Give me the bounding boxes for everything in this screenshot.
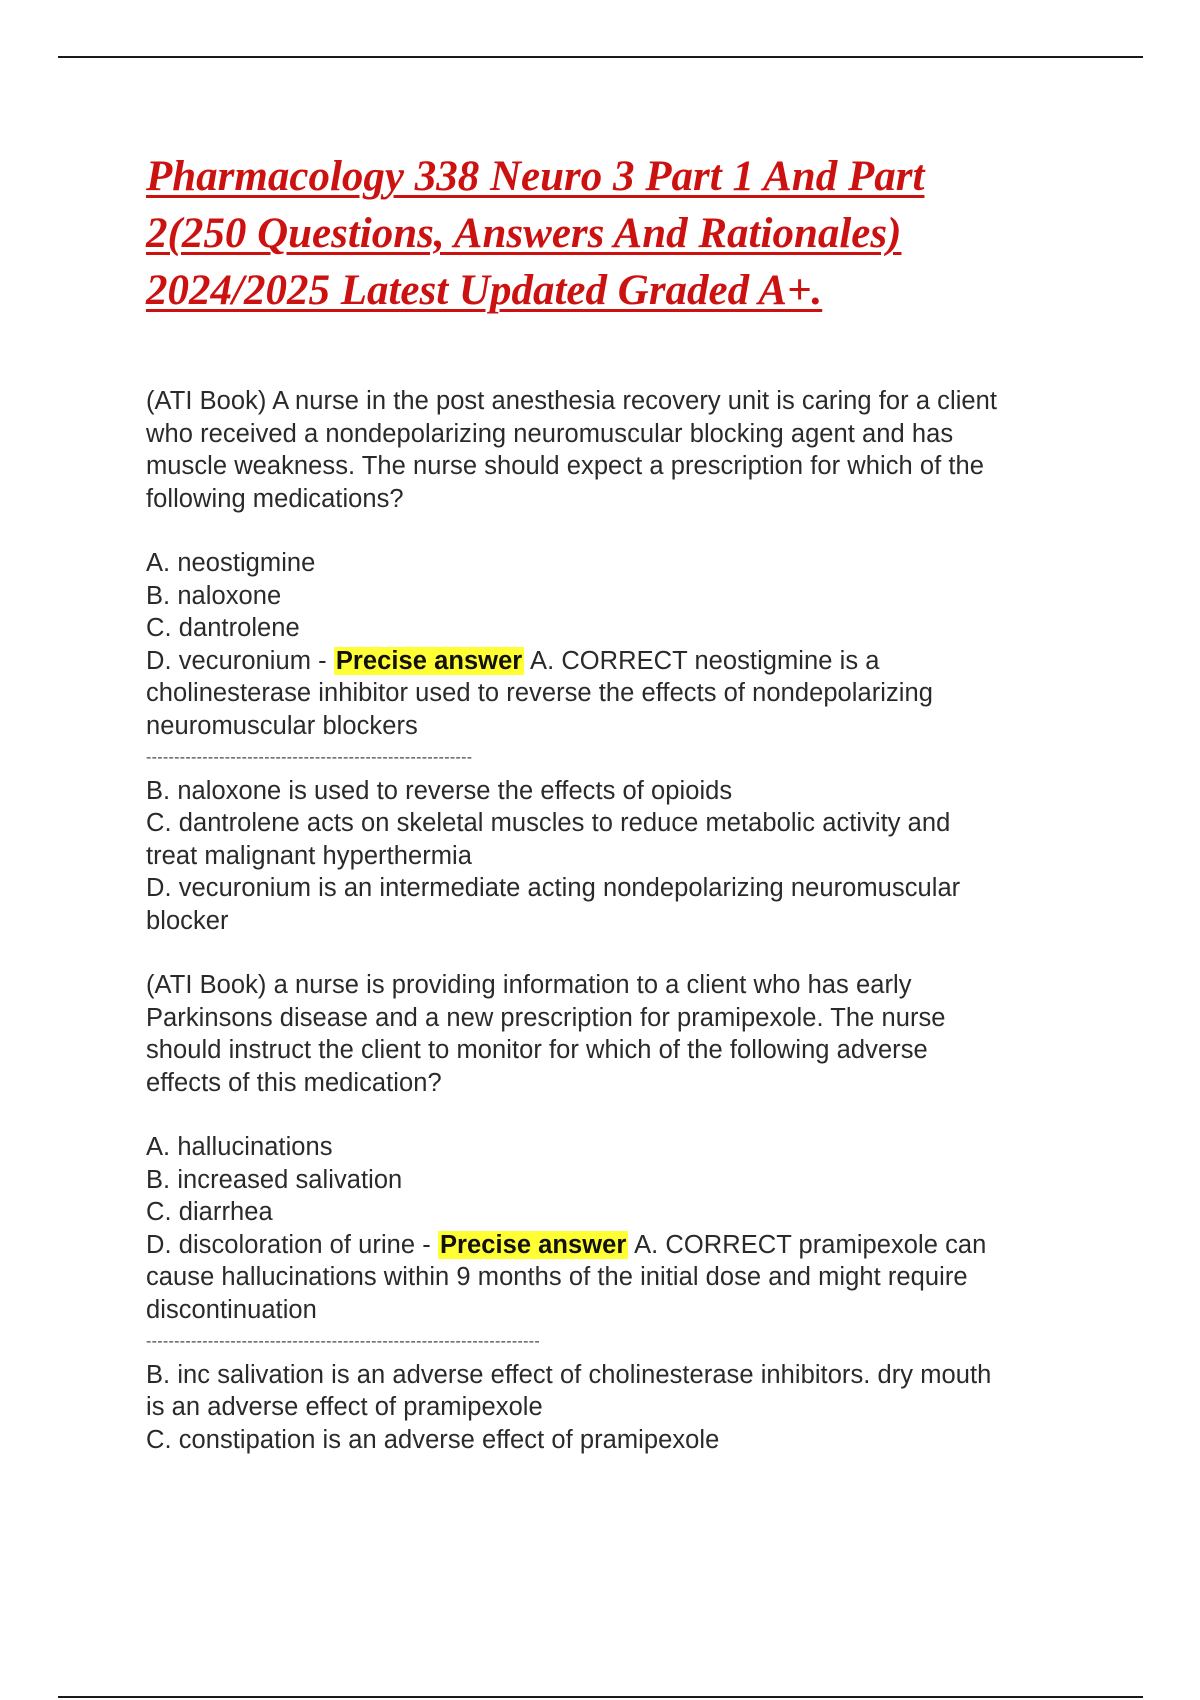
stem-line: who received a nondepolarizing neuromuscular blocking agent and has [146,419,954,448]
title-line: 2024/2025 Latest Updated Graded A+. [146,267,823,314]
answer-text: A. CORRECT neostigmine is a [524,646,880,675]
rationale-line: B. naloxone is used to reverse the effects of opioids [146,776,733,805]
document-body [146,148,1146,1456]
question-2 [146,969,1146,1456]
stem-line: Parkinsons disease and a new prescription for pramipexole. The nurse [146,1003,946,1032]
separator: ---------------------------------------------------------------------- [146,1333,540,1350]
answer-text-line: cause hallucinations within 9 months of the initial dose and might require [146,1263,968,1291]
answer-text: A. CORRECT pramipexole can [628,1230,987,1259]
rationale-line: B. inc salivation is an adverse effect of cholinesterase inhibitors. dry mouth [146,1360,992,1389]
answer-highlight: Precise answer [439,1230,627,1259]
answer-text-line: neuromuscular blockers [146,711,418,740]
option-c: C. diarrhea [146,1198,273,1226]
stem-line: (ATI Book) A nurse in the post anesthesia recovery unit is caring for a client [146,387,998,415]
option-a: A. hallucinations [146,1133,333,1161]
rationale-line: blocker [146,906,229,935]
question-stem [146,969,1146,1099]
option-d: D. vecuronium - [146,646,334,675]
option-d: D. discoloration of urine - [146,1230,438,1259]
answer-text-line: discontinuation [146,1295,317,1324]
top-rule [58,56,1143,58]
stem-line: muscle weakness. The nurse should expect a prescription for which of the [146,452,984,480]
bottom-rule [58,1696,1143,1698]
option-d-with-answer [146,1229,1146,1262]
answer-text-line: cholinesterase inhibitor used to reverse the effects of nondepolarizing [146,679,933,707]
document-title [146,148,1146,319]
answer-options [146,547,1146,937]
rationale-line: is an adverse effect of pramipexole [146,1393,543,1421]
question-stem [146,385,1146,515]
option-b: B. naloxone [146,581,282,610]
stem-line: should instruct the client to monitor for which of the following adverse [146,1036,928,1064]
rationale-line: C. constipation is an adverse effect of pramipexole [146,1425,720,1454]
option-c: C. dantrolene [146,614,300,642]
rationale-line: C. dantrolene acts on skeletal muscles to reduce metabolic activity and [146,809,951,837]
question-1 [146,385,1146,937]
option-a: A. neostigmine [146,549,316,577]
stem-line: following medications? [146,484,404,513]
option-d-with-answer [146,645,1146,678]
stem-line: effects of this medication? [146,1068,442,1097]
title-line: 2(250 Questions, Answers And Rationales) [146,210,902,257]
option-b: B. increased salivation [146,1165,403,1194]
stem-line: (ATI Book) a nurse is providing information to a client who has early [146,971,912,999]
answer-options [146,1131,1146,1456]
answer-highlight: Precise answer [335,646,523,675]
separator: ---------------------------------------------------------- [146,749,473,766]
title-line: Pharmacology 338 Neuro 3 Part 1 And Part [146,153,925,200]
rationale-line: treat malignant hyperthermia [146,841,472,870]
rationale-line: D. vecuronium is an intermediate acting nondepolarizing neuromuscular [146,874,961,902]
